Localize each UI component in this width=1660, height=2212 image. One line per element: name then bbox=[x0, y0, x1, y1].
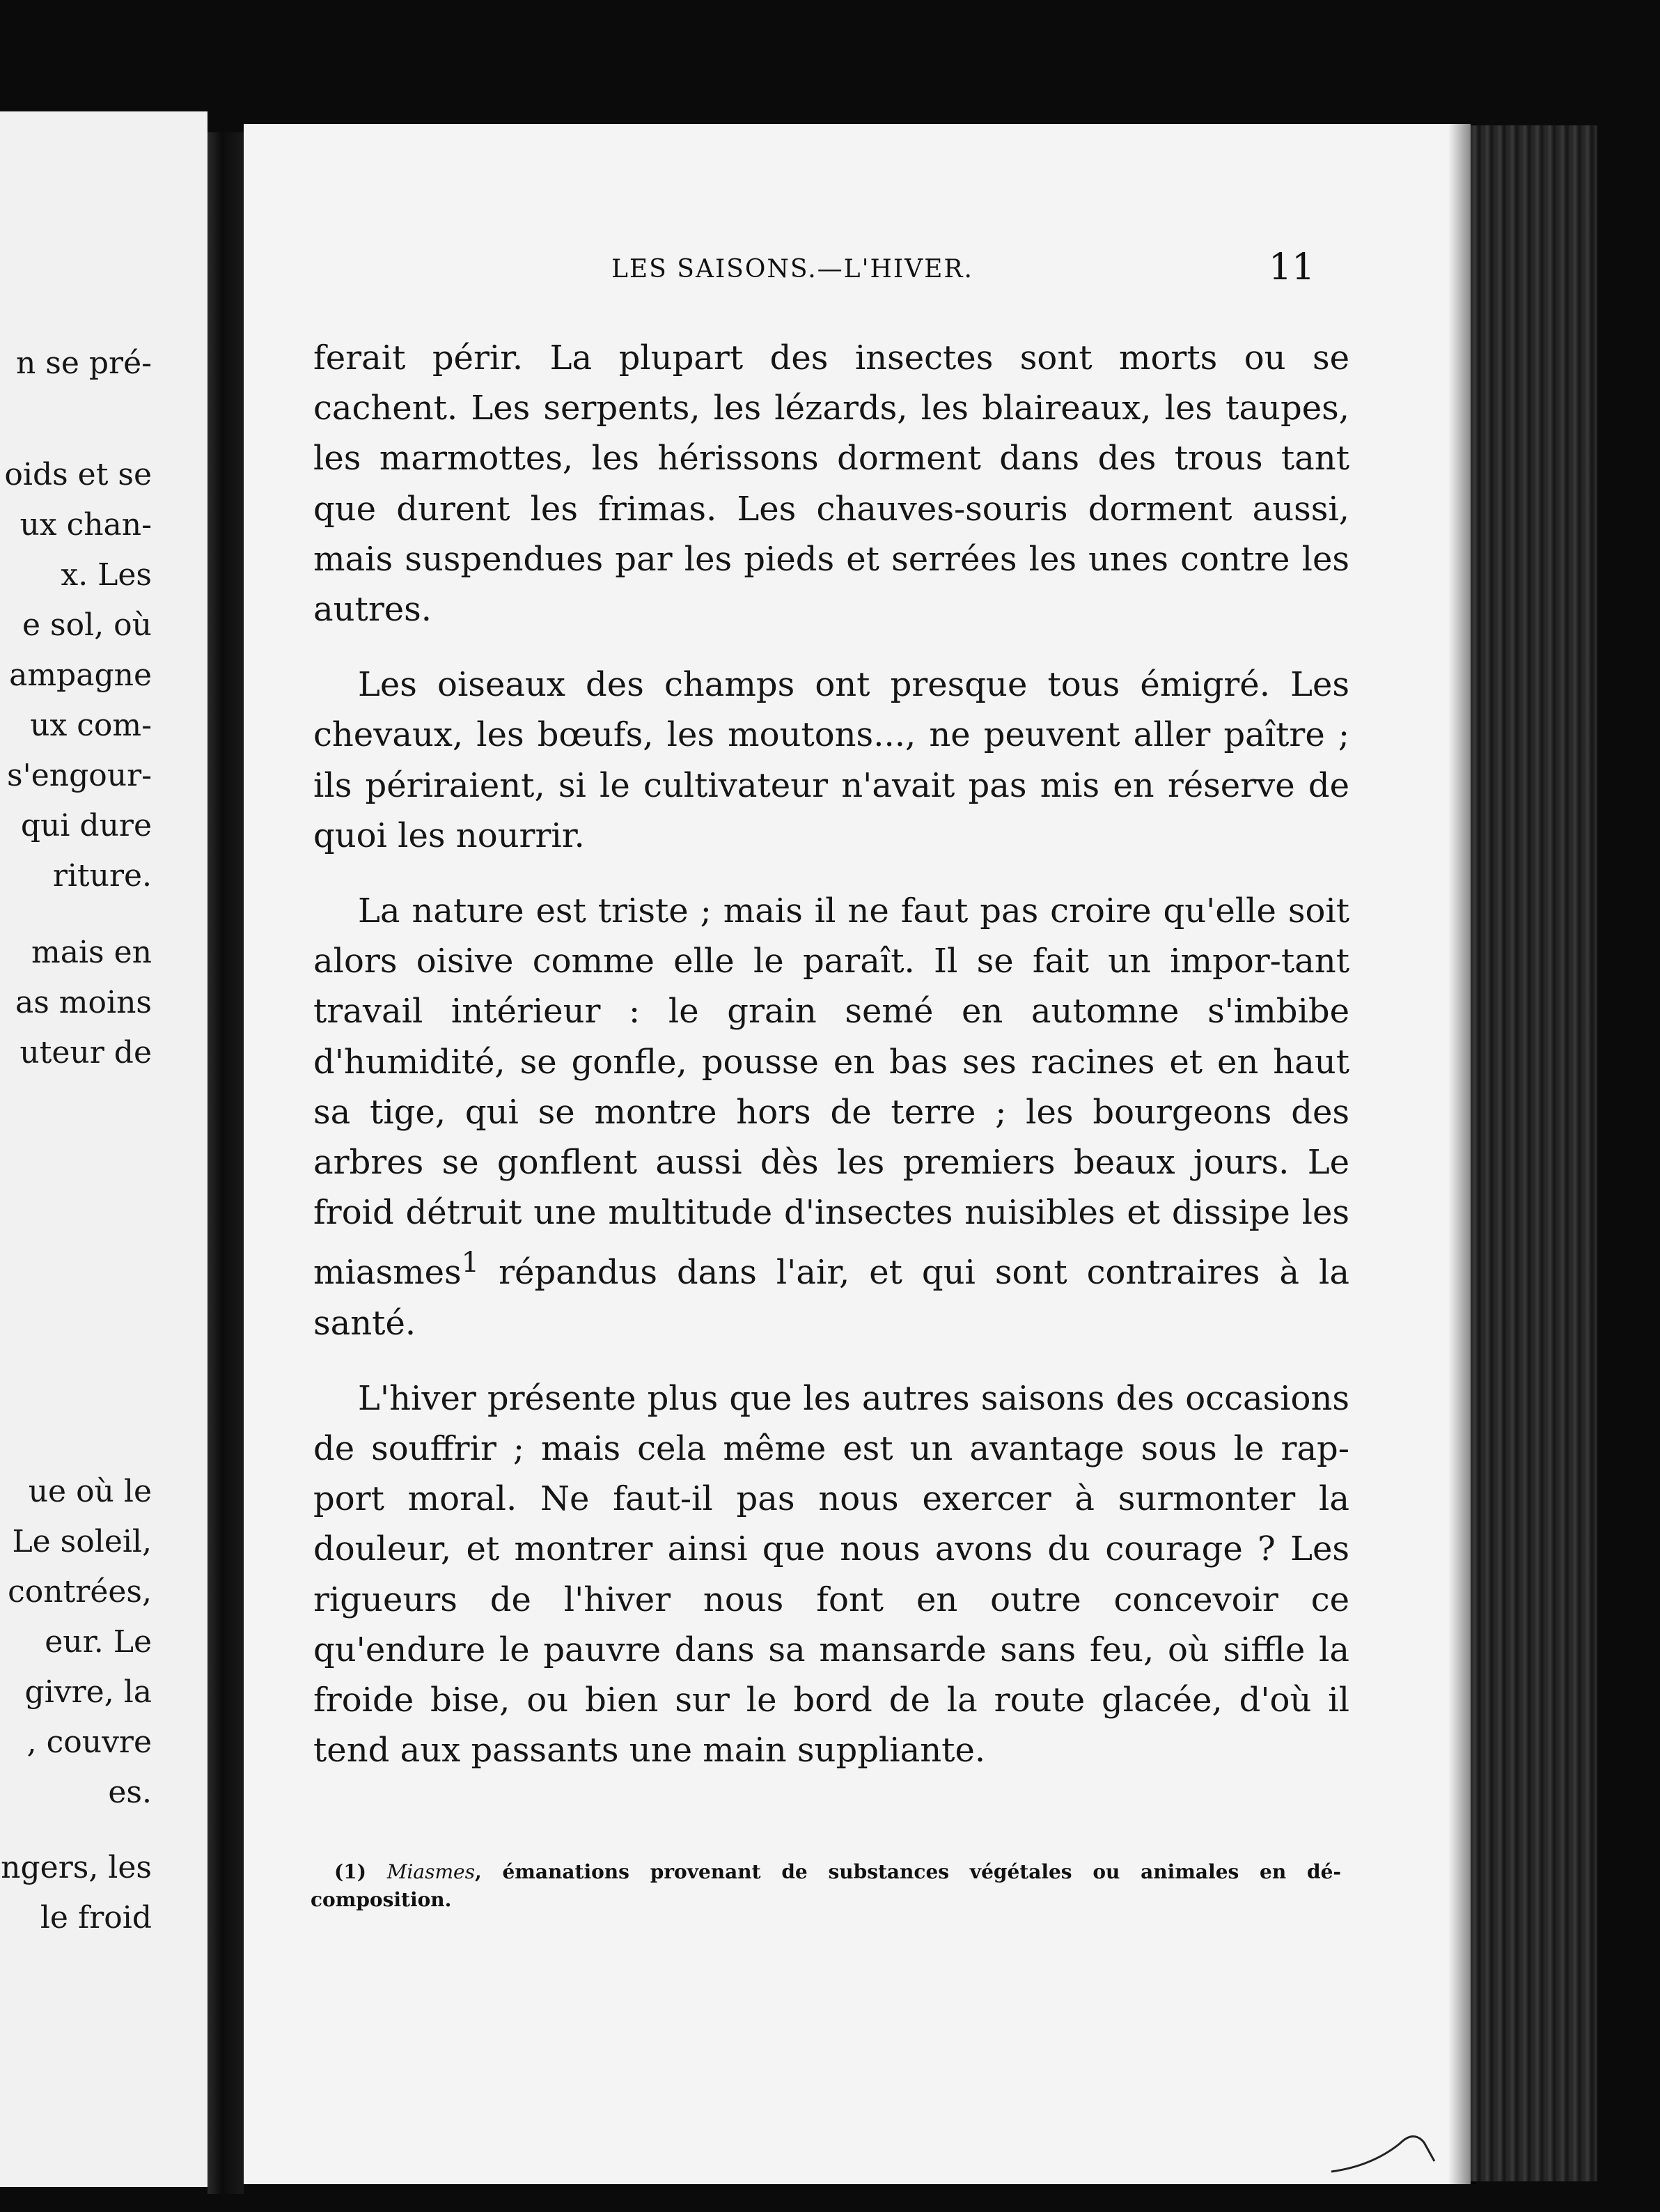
left-page-fragment: ux chan- bbox=[19, 507, 152, 543]
left-page-fragment: ampagne bbox=[9, 657, 152, 693]
paragraph: L'hiver présente plus que les autres saisons des occasions de souffrir ; mais cela même est un avantage sous le rap-port moral. Ne faut-il pas nous exercer à surmonter la douleur, et montrer ainsi que nous avons du courage ? Les rigueurs de l'hiver nous font en outre concevoir ce qu'endure le pauvre dans sa mansarde sans feu, où siffle la froide bise, ou bien sur le bord de la route glacée, d'où il tend aux passants une main suppliante. bbox=[313, 1378, 1349, 1770]
left-page-fragment: Le soleil, bbox=[12, 1524, 152, 1559]
body-text bbox=[313, 333, 1349, 1800]
book-page-edges bbox=[1471, 125, 1597, 2181]
footnote bbox=[311, 1858, 1341, 1914]
book-gutter bbox=[208, 132, 244, 2194]
left-page-fragment: givre, la bbox=[24, 1674, 152, 1710]
pen-mark bbox=[1330, 2123, 1441, 2179]
left-page-fragment: ngers, les bbox=[1, 1850, 152, 1885]
paragraph: Les oiseaux des champs ont presque tous émigré. Les chevaux, les bœufs, les moutons..., ne peuvent aller paître ; ils périraient, si le cultivateur n'avait pas mis en réserve de quoi les nourrir. bbox=[313, 665, 1349, 855]
left-page-fragment: contrées, bbox=[8, 1574, 152, 1610]
paragraph bbox=[313, 886, 1349, 1348]
running-head bbox=[244, 247, 1471, 297]
footnote-marker: (1) bbox=[334, 1860, 366, 1883]
running-title: LES SAISONS.—L'HIVER. bbox=[611, 255, 973, 283]
left-page-fragment: ux com- bbox=[30, 708, 152, 743]
left-page-fragment: x. Les bbox=[61, 557, 152, 593]
paragraph-text-tail: répandus dans l'air, et qui sont contraires à la santé. bbox=[313, 1253, 1349, 1343]
left-page-fragment: eur. Le bbox=[45, 1624, 152, 1660]
footnote-term: Miasmes bbox=[386, 1860, 475, 1883]
left-page-fragment: , couvre bbox=[26, 1724, 152, 1760]
left-page-fragment: uteur de bbox=[19, 1035, 152, 1070]
left-page-fragment: s'engour- bbox=[7, 758, 152, 793]
current-page bbox=[244, 124, 1471, 2184]
left-page-fragment: le froid bbox=[40, 1900, 152, 1936]
paragraph: ferait périr. La plupart des insectes sont morts ou se cachent. Les serpents, les lézards, les blaireaux, les taupes, les marmottes, les hérissons dorment dans des trous tant que durent les frimas. Les chauves-souris dorment aussi, mais suspendues par les pieds et serrées les unes contre les autres. bbox=[313, 338, 1349, 630]
paragraph-text: La nature est triste ; mais il ne faut pas croire qu'elle soit alors oisive comme elle le paraît. Il se fait un impor-tant travail intérieur : le grain semé en automne s'imbibe d'humidité, se gonfle, pousse en bas ses racines et en haut sa tige, qui se montre hors de terre ; les bourgeons des arbres se gonflent aussi dès les premiers beaux jours. Le froid détruit une multitude d'insectes nuisibles et dissipe les miasmes bbox=[313, 891, 1349, 1293]
left-page-fragment: qui dure bbox=[20, 808, 152, 843]
left-page-fragment: ue où le bbox=[28, 1474, 152, 1509]
footnote-text: , émanations provenant de substances végétales ou animales en dé-composition. bbox=[311, 1860, 1341, 1911]
page-number: 11 bbox=[1269, 247, 1315, 288]
left-page-fragment: n se pré- bbox=[15, 345, 152, 381]
footnote-reference: 1 bbox=[461, 1247, 480, 1279]
left-page-fragment: es. bbox=[108, 1775, 152, 1810]
left-page-fragment: e sol, où bbox=[22, 607, 152, 643]
left-page-fragment: mais en bbox=[31, 935, 152, 970]
left-page-fragment: riture. bbox=[52, 858, 152, 894]
previous-page bbox=[0, 111, 208, 2187]
left-page-fragment: as moins bbox=[15, 985, 152, 1020]
left-page-fragment: oids et se bbox=[4, 457, 152, 492]
